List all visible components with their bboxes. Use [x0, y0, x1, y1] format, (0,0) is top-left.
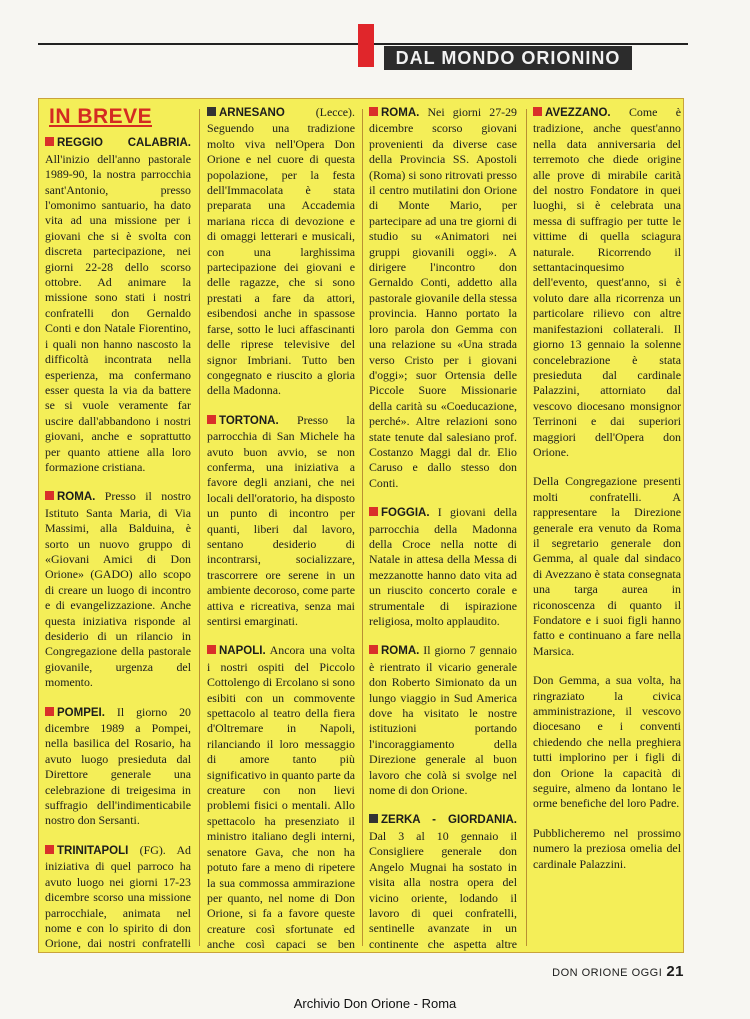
news-item — [369, 643, 517, 798]
place-name: FOGGIA. — [381, 507, 430, 520]
bullet-square-icon — [45, 491, 54, 500]
news-text: Come è tradizione, anche quest'anno nella data anniversaria del terremoto che diede origine alle prove di mirabile carità del nostro Fondatore in quei luoghi, si è celebrata una messa di suffragio per tutte le vittime di quella sciagura naturale. Ricorrendo il settantacinquesimo dell'evento, quest'anno, si è voluto dare alla ricorrenza un particolare rilievo con altre manifestazioni collaterali. Il giorno 13 gennaio la solenne concelebrazione è stata presieduta dal cardinale Palazzini, attorniato dal vescovo diocesano monsignor Terrinoni e dai superiori maggiori dell'Opera don Orione. — [533, 105, 681, 459]
news-item — [45, 489, 191, 690]
news-text: I giovani della parrocchia della Madonna della Croce nella notte di Natale in attesa della Messa di mezzanotte hanno dato vita ad un riuscito concerto corale e strumentale di ispirazione religiosa, molto applaudito. — [369, 505, 517, 628]
place-name: ROMA. — [381, 107, 420, 119]
news-item — [45, 135, 191, 475]
bullet-square-icon — [45, 137, 54, 146]
place-name: TORTONA. — [219, 414, 279, 427]
bullet-square-icon — [533, 107, 542, 116]
place-name: ROMA. — [57, 491, 96, 504]
column-2 — [207, 99, 355, 952]
news-item — [207, 105, 355, 399]
bullet-square-icon — [45, 845, 54, 854]
place-name: NAPOLI. — [219, 645, 266, 658]
magazine-name: DON ORIONE OGGI — [552, 967, 663, 979]
news-text: Il giorno 7 gennaio è rientrato il vicario generale don Roberto Simionato da un lungo viaggio in Sud America dove ha visitato le nostre istituzioni portando l'incoraggiamento della Direzione generale al buon lavoro che colà si svolge nel nome di don Orione. — [369, 643, 517, 798]
news-text: Ancora una volta i nostri ospiti del Piccolo Cottolengo di Ercolano si sono esibiti con un commovente spettacolo al teatro della fiera d'Oltremare in Napoli, rilanciando il loro messaggio di amore tanto più significativo in quanto parte da creature con non lievi problemi fisici o mentali. Allo spettacolo ha presenziato il ministro italiano degli interni, senatore Gava, che non ha potuto fare a meno di ripetere la sua commossa ammirazione per quanto, nel nome di Don Orione, si fa a favore queste creature così sfortunate ed anche così capaci se ben — [207, 643, 355, 952]
news-item — [369, 505, 517, 629]
bullet-square-icon — [369, 814, 378, 823]
news-item — [45, 843, 191, 952]
news-text: Nei giorni 27-29 dicembre scorso giovani provenienti da diverse case della Provincia SS. Apostoli (Roma) si sono ritrovati presso il centro mutilatini don Orione di Monte Mario, per partecipare ad una tre giorni di studio su «Animatori nei gruppi giovanili oggi». A dirigere l'incontro don Gernaldo Conti, addetto alla pastorale giovanile della stessa provincia. Hanno portato la loro parola don Gemma con una relazione su «Una strada verso Cristo per i giovani d'oggi»; suor Ortensia delle Piccole Suore Missionarie della carità su «Coeducazione, perché». Altre relazioni sono state tenute dal salesiano prof. Costanzo Maggi dal dr. Elio Caruso e dallo stesso don Conti. — [369, 105, 517, 490]
place-name: AVEZZANO. — [545, 107, 611, 119]
news-item — [207, 413, 355, 630]
news-text: (FG). Ad iniziativa di quel parroco ha avuto luogo nei giorni 17-23 dicembre scorso una missione parrocchiale, animata nel nome e con lo spirito di don Orione, dai nostri confratelli — [45, 842, 191, 951]
place-name: POMPEI. — [57, 706, 105, 719]
news-item — [369, 105, 517, 491]
news-text: (Lecce). Seguendo una tradizione molto viva nell'Opera Don Orione e nel cuore di questa popolazione, per la festa dell'Immacolata è stata preparata una Accademia mariana ricca di devozione e di omaggi letterari e musicali, con una larghissima partecipazione dei giovani e delle ragazze, che si sono prestati a fare da attori, esibendosi anche in spassose farse, sotto le luci affascinanti delle riprese televisive del signor Imbriani. Tutto ben congegnato e riuscito a gloria della Madonna. — [207, 105, 355, 398]
bullet-square-icon — [369, 507, 378, 516]
column-divider — [362, 109, 363, 946]
column-divider — [526, 109, 527, 946]
news-item — [207, 643, 355, 952]
news-item — [369, 812, 517, 952]
news-text: Dal 3 al 10 gennaio il Consigliere generale don Angelo Mugnai ha sostato in visita alla nostra opera del vicino oriente, lodando il lavoro di quei confratelli, sentinelle avanzate in un continente che aspetta altre — [369, 828, 517, 951]
place-name: ZERKA - GIORDANIA. — [381, 814, 517, 827]
column-4 — [533, 99, 681, 952]
bullet-square-icon — [207, 107, 216, 116]
page-number: 21 — [666, 963, 684, 980]
section-accent-bar — [358, 24, 374, 67]
section-title: DAL MONDO ORIONINO — [384, 46, 632, 70]
news-item — [45, 705, 191, 829]
archive-caption: Archivio Don Orione - Roma — [293, 996, 457, 1011]
news-paragraph: Della Congregazione presenti molti confratelli. A rappresentare la Direzione generale era venuto da Roma il segretario generale don Gemma, al quale dal sindaco di Avezzano è stata consegnata una targa aurea in riconoscenza di quanto il Fondatore e i suoi figli hanno fatto e continuano a fare nella Marsica. — [533, 474, 681, 658]
bullet-square-icon — [207, 415, 216, 424]
bullet-square-icon — [207, 645, 216, 654]
news-text: Presso il nostro Istituto Santa Maria, di Via Massimi, alla Balduina, è sorto un nuovo gruppo di «Giovani Amici di Don Orione» (GADO) allo scopo di creare un luogo di incontro e di evangelizzazione. Anche questa iniziativa risponde al desiderio di un rilancio in Congregazione della pastorale giovanile, urgenza del momento. — [45, 489, 191, 690]
place-name: ROMA. — [381, 645, 420, 658]
news-text: All'inizio dell'anno pastorale 1989-90, la nostra parrocchia sant'Antonio, presso l'omonimo santuario, ha dato vita ad una missione per i giovani che si è svolta con discreta partecipazione, nei giorni 22-28 dello scorso ottobre. Ad animare la missione sono stati i nostri confratelli don Gernaldo Conti e don Natale Fiorentino, i quali non hanno nascosto la difficoltà incontrata nella esperienza, ma confermano esser questa la via da battere se si vuole veramente far uscire dall'abbandono i nostri giovani, anche e soprattutto per quanto attiene alla loro formazione cristiana. — [45, 151, 191, 474]
news-paragraph: Pubblicheremo nel prossimo numero la preziosa omelia del cardinale Palazzini. — [533, 825, 681, 871]
in-breve-title: IN BREVE — [49, 105, 153, 128]
news-text: Presso la parrocchia di San Michele ha avuto buon avvio, se non conferma, una iniziativa a favore degli anziani, che nei locali dell'oratorio, ha disposto un punto di incontro per quanti, liberi dal lavoro, sentano desiderio di incontrarsi, socializzare, trascorrere ore serene in un ambiente decoroso, come parte attiva e ricreativa, senza mai sentirsi emarginati. — [207, 412, 355, 628]
column-3 — [369, 99, 517, 952]
place-name: REGGIO CALABRIA. — [57, 137, 191, 150]
in-breve-panel — [38, 98, 684, 953]
news-paragraph: Don Gemma, a sua volta, ha ringraziato la civica amministrazione, il vescovo diocesano e i conventi chiedendo che nella preghiera tutti implorino per i figli di don Orione la capacità di seguire, almeno da lontano le orme benefiche del loro Padre. — [533, 673, 681, 811]
bullet-square-icon — [369, 107, 378, 116]
place-name: TRINITAPOLI — [57, 844, 129, 857]
place-name: ARNESANO — [219, 107, 285, 119]
news-item — [533, 105, 681, 460]
bullet-square-icon — [45, 707, 54, 716]
bullet-square-icon — [369, 645, 378, 654]
column-1 — [45, 99, 191, 952]
column-divider — [199, 109, 200, 946]
magazine-footer — [552, 963, 684, 980]
news-text: Il giorno 20 dicembre 1989 a Pompei, nella basilica del Rosario, ha avuto luogo presieduta dal Direttore generale una celebrazione di treigesima in suffragio dell'indimenticabile nostro don Sersanti. — [45, 704, 191, 828]
